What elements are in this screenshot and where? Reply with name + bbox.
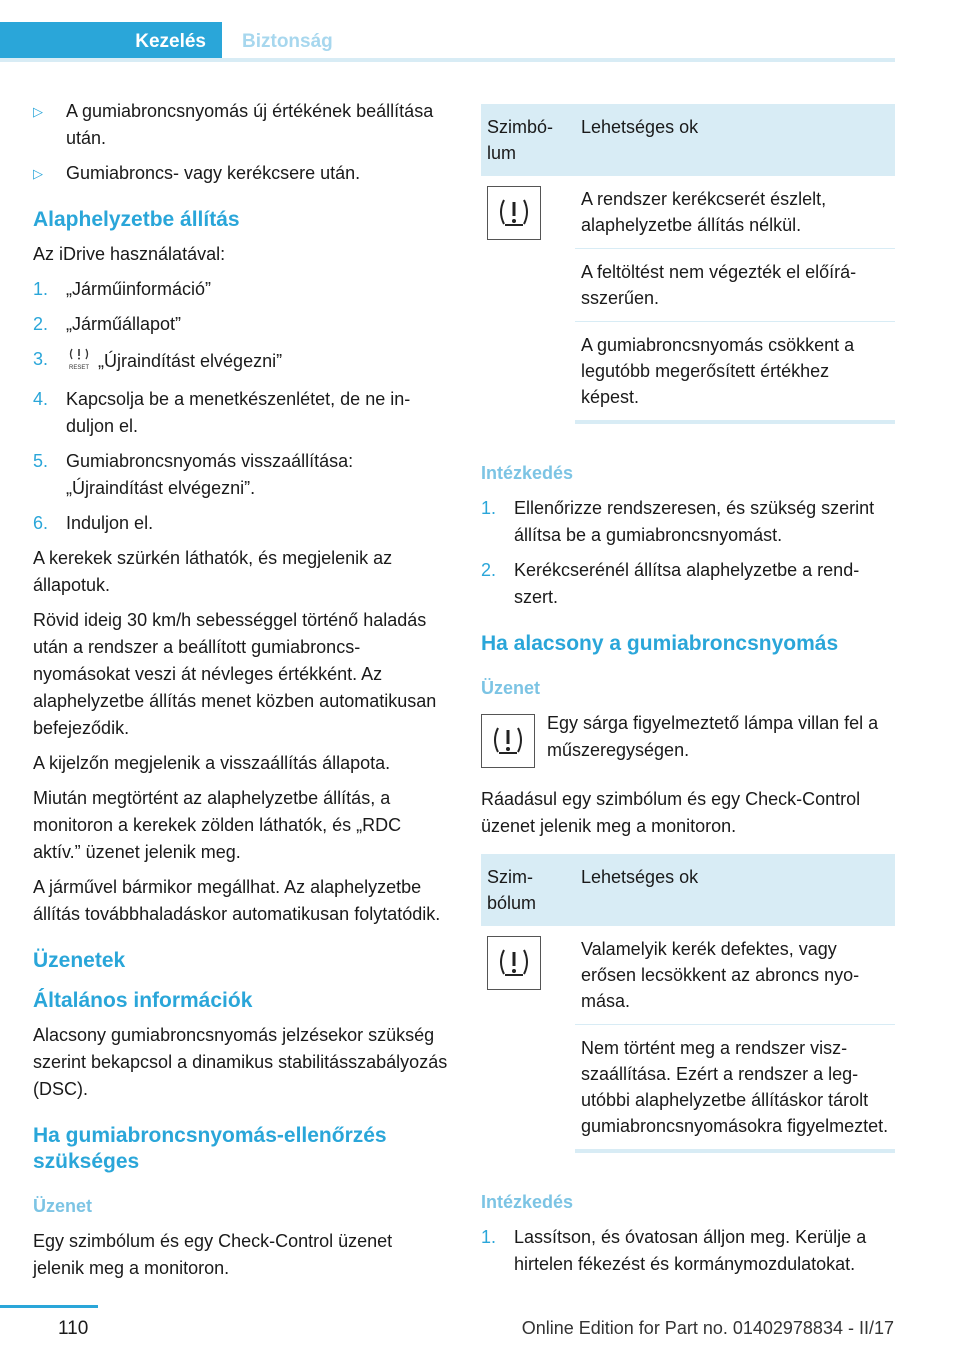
list-item: 1. Lassítson, és óvatosan álljon meg. Kerülje a hirtelen fékezést és kormánymozdulatokat. — [481, 1227, 867, 1274]
left-column — [33, 98, 448, 1290]
warning-message — [481, 710, 895, 772]
subheading-message: Üzenet — [481, 678, 541, 698]
paragraph: A járművel bármikor megállhat. Az alaphelyzetbe állítás továbbhaladáskor automatikusan folytatódik. — [33, 877, 441, 924]
table-row — [481, 926, 895, 1025]
section-heading-reset: Alaphelyzetbe állítás — [33, 208, 240, 231]
section-heading-check-needed: Ha gumiabroncsnyomás-ellenőrzés szükséges — [33, 1124, 387, 1173]
table-row — [481, 176, 895, 249]
section-tab-biztonsag: Biztonság — [242, 31, 333, 52]
tire-pressure-warning-icon — [481, 714, 535, 768]
paragraph: Rövid ideig 30 km/h sebességgel történő haladás után a rendszer a beállított gumiabroncsnyomásokat veszi át névleges értékként. Az alaphelyzetbe állítás menet közben automatikusan befejeződik. — [33, 610, 437, 738]
table-cell: A gumiabroncsnyomás csökkent a legutóbb megerősített értékhez képest. — [575, 322, 895, 423]
subheading-measures-1: Intézkedés — [481, 463, 574, 483]
table-cell: A rendszer kerékcserét észlelt, alaphelyzetbe állítás nélkül. — [575, 176, 895, 249]
symbol-table-1 — [481, 104, 895, 424]
list-item: ▷ A gumiabroncsnyomás új értékének beállítása után. — [33, 98, 448, 152]
list-item: 1. „Járműinformáció” — [33, 279, 212, 299]
general-text: Alacsony gumiabroncsnyomás jelzésekor szükség szerint bekapcsol a dinamikus stabilitásszabályozás (DSC). — [33, 1025, 448, 1099]
edition-text: Online Edition for Part no. 01402978834 - II/17 — [521, 1318, 894, 1338]
col-symbol-header: Szimbólum — [481, 104, 575, 176]
tire-pressure-warning-icon — [487, 186, 541, 240]
table-cell: A feltöltést nem végezték el előírásszerűen. — [575, 249, 895, 322]
subheading-message: Üzenet — [33, 1196, 93, 1216]
subheading-measures-2: Intézkedés — [481, 1192, 574, 1212]
section-heading-low-pressure: Ha alacsony a gumiabroncsnyomás — [481, 632, 839, 655]
paragraph: A kijelzőn megjelenik a visszaállítás állapota. — [33, 753, 391, 773]
section-heading-general: Általános információk — [33, 989, 253, 1012]
section-heading-messages: Üzenetek — [33, 949, 126, 972]
list-item: 3. RESET „Újraindítást elvégezni” — [33, 346, 448, 378]
tire-pressure-warning-icon — [487, 936, 541, 990]
list-item: 6. Induljon el. — [33, 513, 154, 533]
col-reason-header: Lehetséges ok — [575, 854, 895, 926]
page-number: 110 — [58, 1318, 89, 1339]
message-text: Egy szimbólum és egy Check-Control üzenet jelenik meg a monitoron. — [33, 1231, 393, 1278]
triangle-bullet-icon: ▷ — [33, 166, 43, 181]
header-divider — [0, 58, 895, 62]
list-item: 2. Kerékcserénél állítsa alaphelyzetbe a rendszert. — [481, 560, 860, 607]
tire-reset-icon — [66, 346, 92, 378]
reset-steps — [33, 276, 448, 537]
table-header-row — [481, 104, 895, 176]
col-reason-header: Lehetséges ok — [575, 104, 895, 176]
table-cell: Nem történt meg a rendszer viszszaállítása. Ezért a rendszer a legutóbbi alaphelyzetbe állításkor tárolt gumiabroncsnyomásokra figyelmeztet. — [575, 1025, 895, 1152]
list-item: 1. Ellenőrizze rendszeresen, és szükség szerint állítsa be a gumiabroncsnyomást. — [481, 498, 875, 545]
measures-list-2 — [481, 1224, 895, 1278]
additional-text: Ráadásul egy szimbólum és egy Check-Control üzenet jelenik meg a monitoron. — [481, 789, 861, 836]
col-symbol-header: Szimbólum — [481, 854, 575, 926]
list-item: 5. Gumiabroncsnyomás visszaállítása: „Újraindítást elvégezni”. — [33, 451, 354, 498]
symbol-table-2 — [481, 854, 895, 1153]
svg-text:RESET: RESET — [68, 365, 90, 370]
paragraph: A kerekek szürkén láthatók, és megjelenik az állapotuk. — [33, 548, 393, 595]
table-cell: Valamelyik kerék defektes, vagy erősen lecsökkent az abroncs nyomása. — [575, 926, 895, 1025]
section-tab-kezeles: Kezelés — [0, 22, 222, 62]
triangle-bullet-icon: ▷ — [33, 104, 43, 119]
condition-list — [33, 98, 448, 187]
list-item: 4. Kapcsolja be a menetkészenlétet, de ne induljon el. — [33, 389, 411, 436]
measures-list-1 — [481, 495, 895, 611]
footer-divider — [0, 1305, 98, 1308]
page-header — [0, 0, 895, 62]
list-item: 2. „Járműállapot” — [33, 314, 182, 334]
idrive-intro: Az iDrive használatával: — [33, 244, 226, 264]
right-column — [481, 104, 895, 1286]
list-item: ▷ Gumiabroncs- vagy kerékcsere után. — [33, 160, 448, 187]
paragraph: Miután megtörtént az alaphelyzetbe állítás, a monitoron a kerekek zölden láthatók, és „RDC aktív.” üzenet jelenik meg. — [33, 788, 402, 862]
warning-text: Egy sárga figyelmeztető lámpa villan fel a műszeregységen. — [547, 713, 879, 760]
table-header-row — [481, 854, 895, 926]
